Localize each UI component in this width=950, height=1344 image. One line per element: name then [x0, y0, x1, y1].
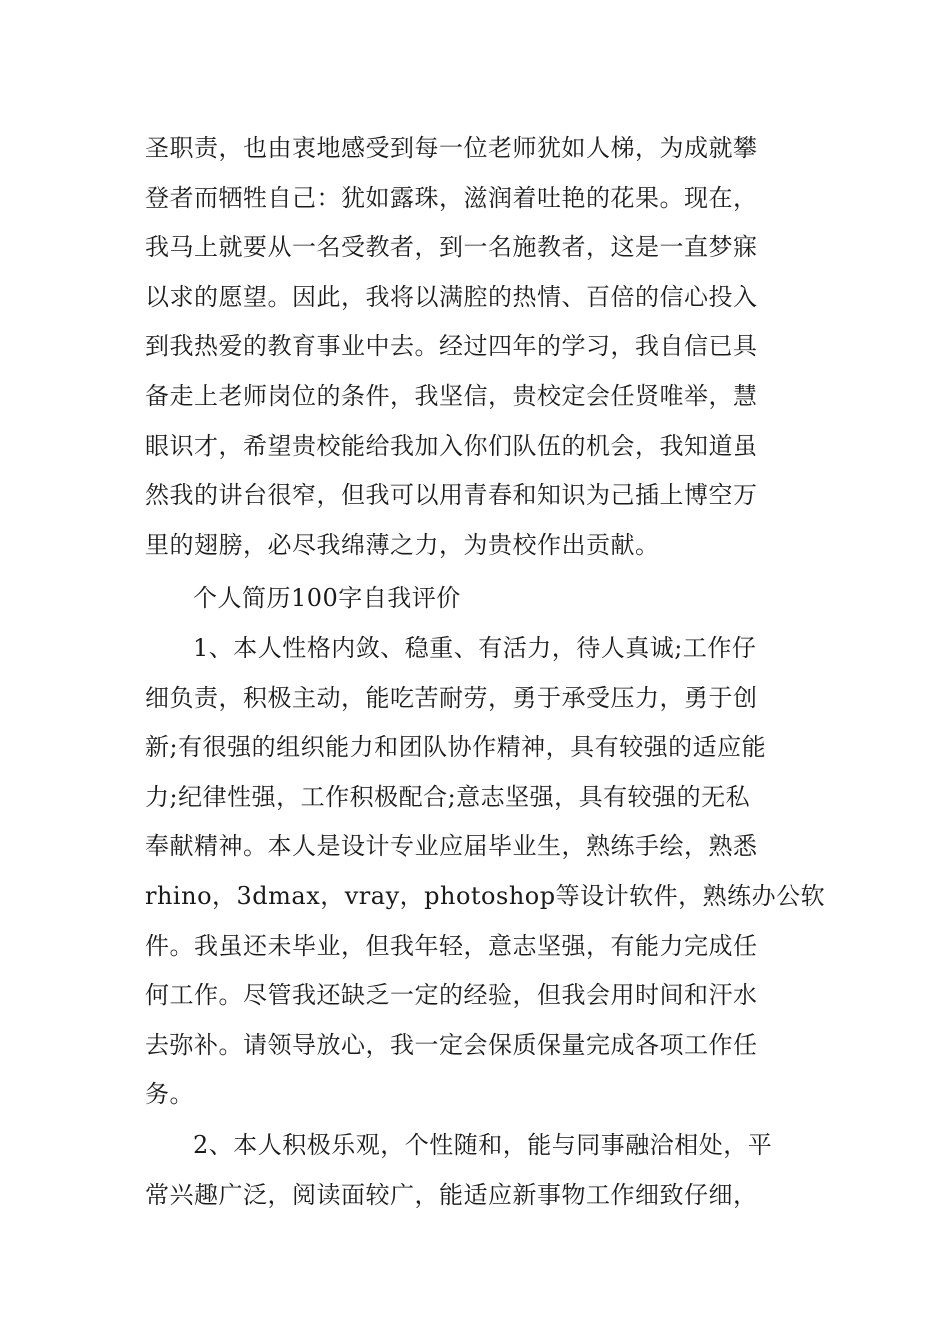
text-line: 圣职责，也由衷地感受到每一位老师犹如人梯，为成就攀	[145, 134, 758, 162]
text-line: rhino，3dmax，vray，photoshop等设计软件，熟练办公软	[145, 881, 826, 910]
text-line: 件。我虽还未毕业，但我年轻，意志坚强，有能力完成任	[145, 931, 758, 960]
text-line: 里的翅膀，必尽我绵薄之力，为贵校作出贡献。	[145, 530, 660, 559]
text-line: 到我热爱的教育事业中去。经过四年的学习，我自信已具	[145, 332, 758, 361]
text-line: 常兴趣广泛，阅读面较广，能适应新事物工作细致仔细，	[145, 1180, 758, 1209]
text-line: 细负责，积极主动，能吃苦耐劳，勇于承受压力，勇于创	[145, 683, 758, 712]
text-line: 新;有很强的组织能力和团队协作精神，具有较强的适应能	[145, 733, 767, 762]
text-line: 1、本人性格内敛、稳重、有活力，待人真诚;工作仔	[193, 634, 757, 662]
text-line: 眼识才，希望贵校能给我加入你们队伍的机会，我知道虽	[145, 431, 758, 460]
paragraph-self-evaluation-2	[145, 1121, 810, 1220]
text-line: 以求的愿望。因此，我将以满腔的热情、百倍的信心投入	[145, 282, 758, 311]
text-line: 力;纪律性强，工作积极配合;意志坚强，具有较强的无私	[145, 782, 751, 811]
paragraph-self-evaluation-1	[145, 624, 826, 1120]
section-heading	[145, 574, 810, 624]
text-line: 何工作。尽管我还缺乏一定的经验，但我会用时间和汗水	[145, 981, 758, 1010]
text-line: 登者而牺牲自己：犹如露珠，滋润着吐艳的花果。现在，	[145, 183, 758, 212]
text-line: 务。	[145, 1080, 194, 1109]
text-line: 2、本人积极乐观，个性随和，能与同事融洽相处，平	[193, 1131, 773, 1159]
text-line: 奉献精神。本人是设计专业应届毕业生，熟练手绘，熟悉	[145, 832, 758, 861]
paragraph-application-letter	[145, 124, 810, 570]
section-title: 个人简历100字自我评价	[193, 584, 461, 612]
text-line: 去弥补。请领导放心，我一定会保质保量完成各项工作任	[145, 1030, 758, 1059]
text-line: 我马上就要从一名受教者，到一名施教者，这是一直梦寐	[145, 233, 758, 262]
text-line: 然我的讲台很窄，但我可以用青春和知识为己插上博空万	[145, 481, 758, 510]
text-line: 备走上老师岗位的条件，我坚信，贵校定会任贤唯举，慧	[145, 381, 758, 410]
